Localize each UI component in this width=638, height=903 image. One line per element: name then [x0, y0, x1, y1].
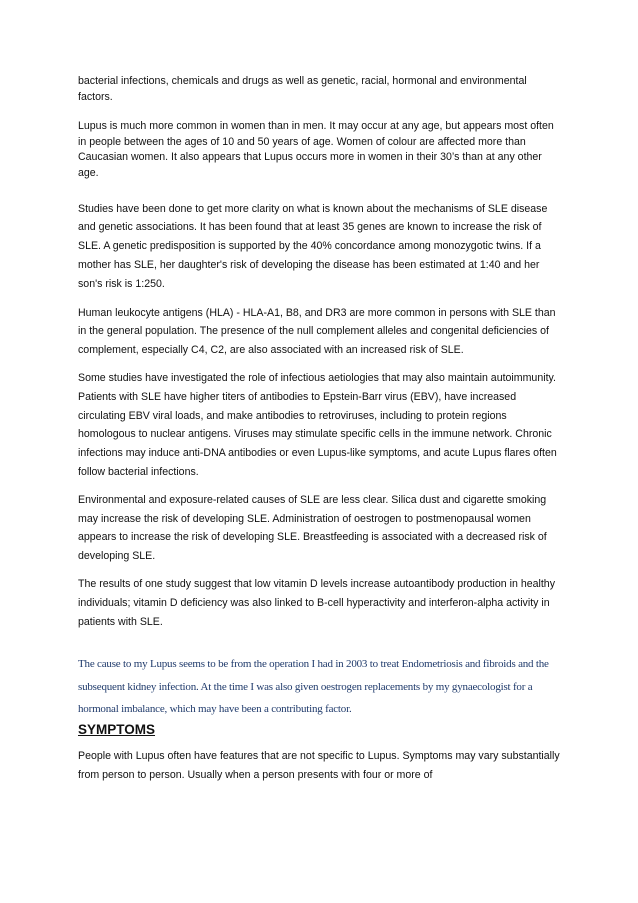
- paragraph-symptoms: People with Lupus often have features that are not specific to Lupus. Symptoms may vary substantially from person to person. Usually when a person presents with four or more of: [78, 749, 560, 781]
- personal-note: The cause to my Lupus seems to be from the operation I had in 2003 to treat Endometriosis and fibroids and the subsequent kidney infection. At the time I was also given oestrogen replacements by my gynaecologist for a hormonal imbalance, which may have been a contributing factor.: [78, 658, 549, 716]
- paragraph-vitamin-d: The results of one study suggest that low vitamin D levels increase autoantibody production in healthy individuals; vitamin D deficiency was also linked to B-cell hyperactivity and interferon-alpha activity in patients with SLE.: [78, 577, 555, 628]
- paragraph-causes-continued: bacterial infections, chemicals and drugs as well as genetic, racial, hormonal and environmental factors.: [78, 75, 527, 103]
- paragraph-hla: Human leukocyte antigens (HLA) - HLA-A1, B8, and DR3 are more common in persons with SLE than in the general population. The presence of the null complement alleles and congenital deficiencies of complement, especially C4, C2, are also associated with an increased risk of SLE.: [78, 306, 556, 357]
- paragraph-prevalence: Lupus is much more common in women than in men. It may occur at any age, but appears most often in people between the ages of 10 and 50 years of age. Women of colour are affected more than Caucasian women. It also appears that Lupus occurs more in women in their 30’s than at any other age.: [78, 120, 554, 179]
- symptoms-heading: SYMPTOMS: [78, 721, 156, 737]
- paragraph-infections: Some studies have investigated the role of infectious aetiologies that may also maintain autoimmunity. Patients with SLE have higher titers of antibodies to Epstein-Barr virus (EBV), have increased circulating EBV viral loads, and make antibodies to retroviruses, including to protein regions homologous to nuclear antigens. Viruses may stimulate specific cells in the immune network. Chronic infections may induce anti-DNA antibodies or even Lupus-like symptoms, and acute Lupus flares often follow bacterial infections.: [78, 371, 557, 478]
- document-body: [78, 74, 562, 784]
- paragraph-genetics: Studies have been done to get more clarity on what is known about the mechanisms of SLE disease and genetic associations. It has been found that at least 35 genes are known to increase the risk of SLE. A genetic predisposition is supported by the 40% concordance among monozygotic twins. If a mother has SLE, her daughter's risk of developing the disease has been estimated at 1:40 and her son's risk is 1:250.: [78, 202, 548, 290]
- paragraph-environmental: Environmental and exposure-related causes of SLE are less clear. Silica dust and cigarette smoking may increase the risk of developing SLE. Administration of oestrogen to postmenopausal women appears to increase the risk of developing SLE. Breastfeeding is associated with a decreased risk of developing SLE.: [78, 493, 547, 563]
